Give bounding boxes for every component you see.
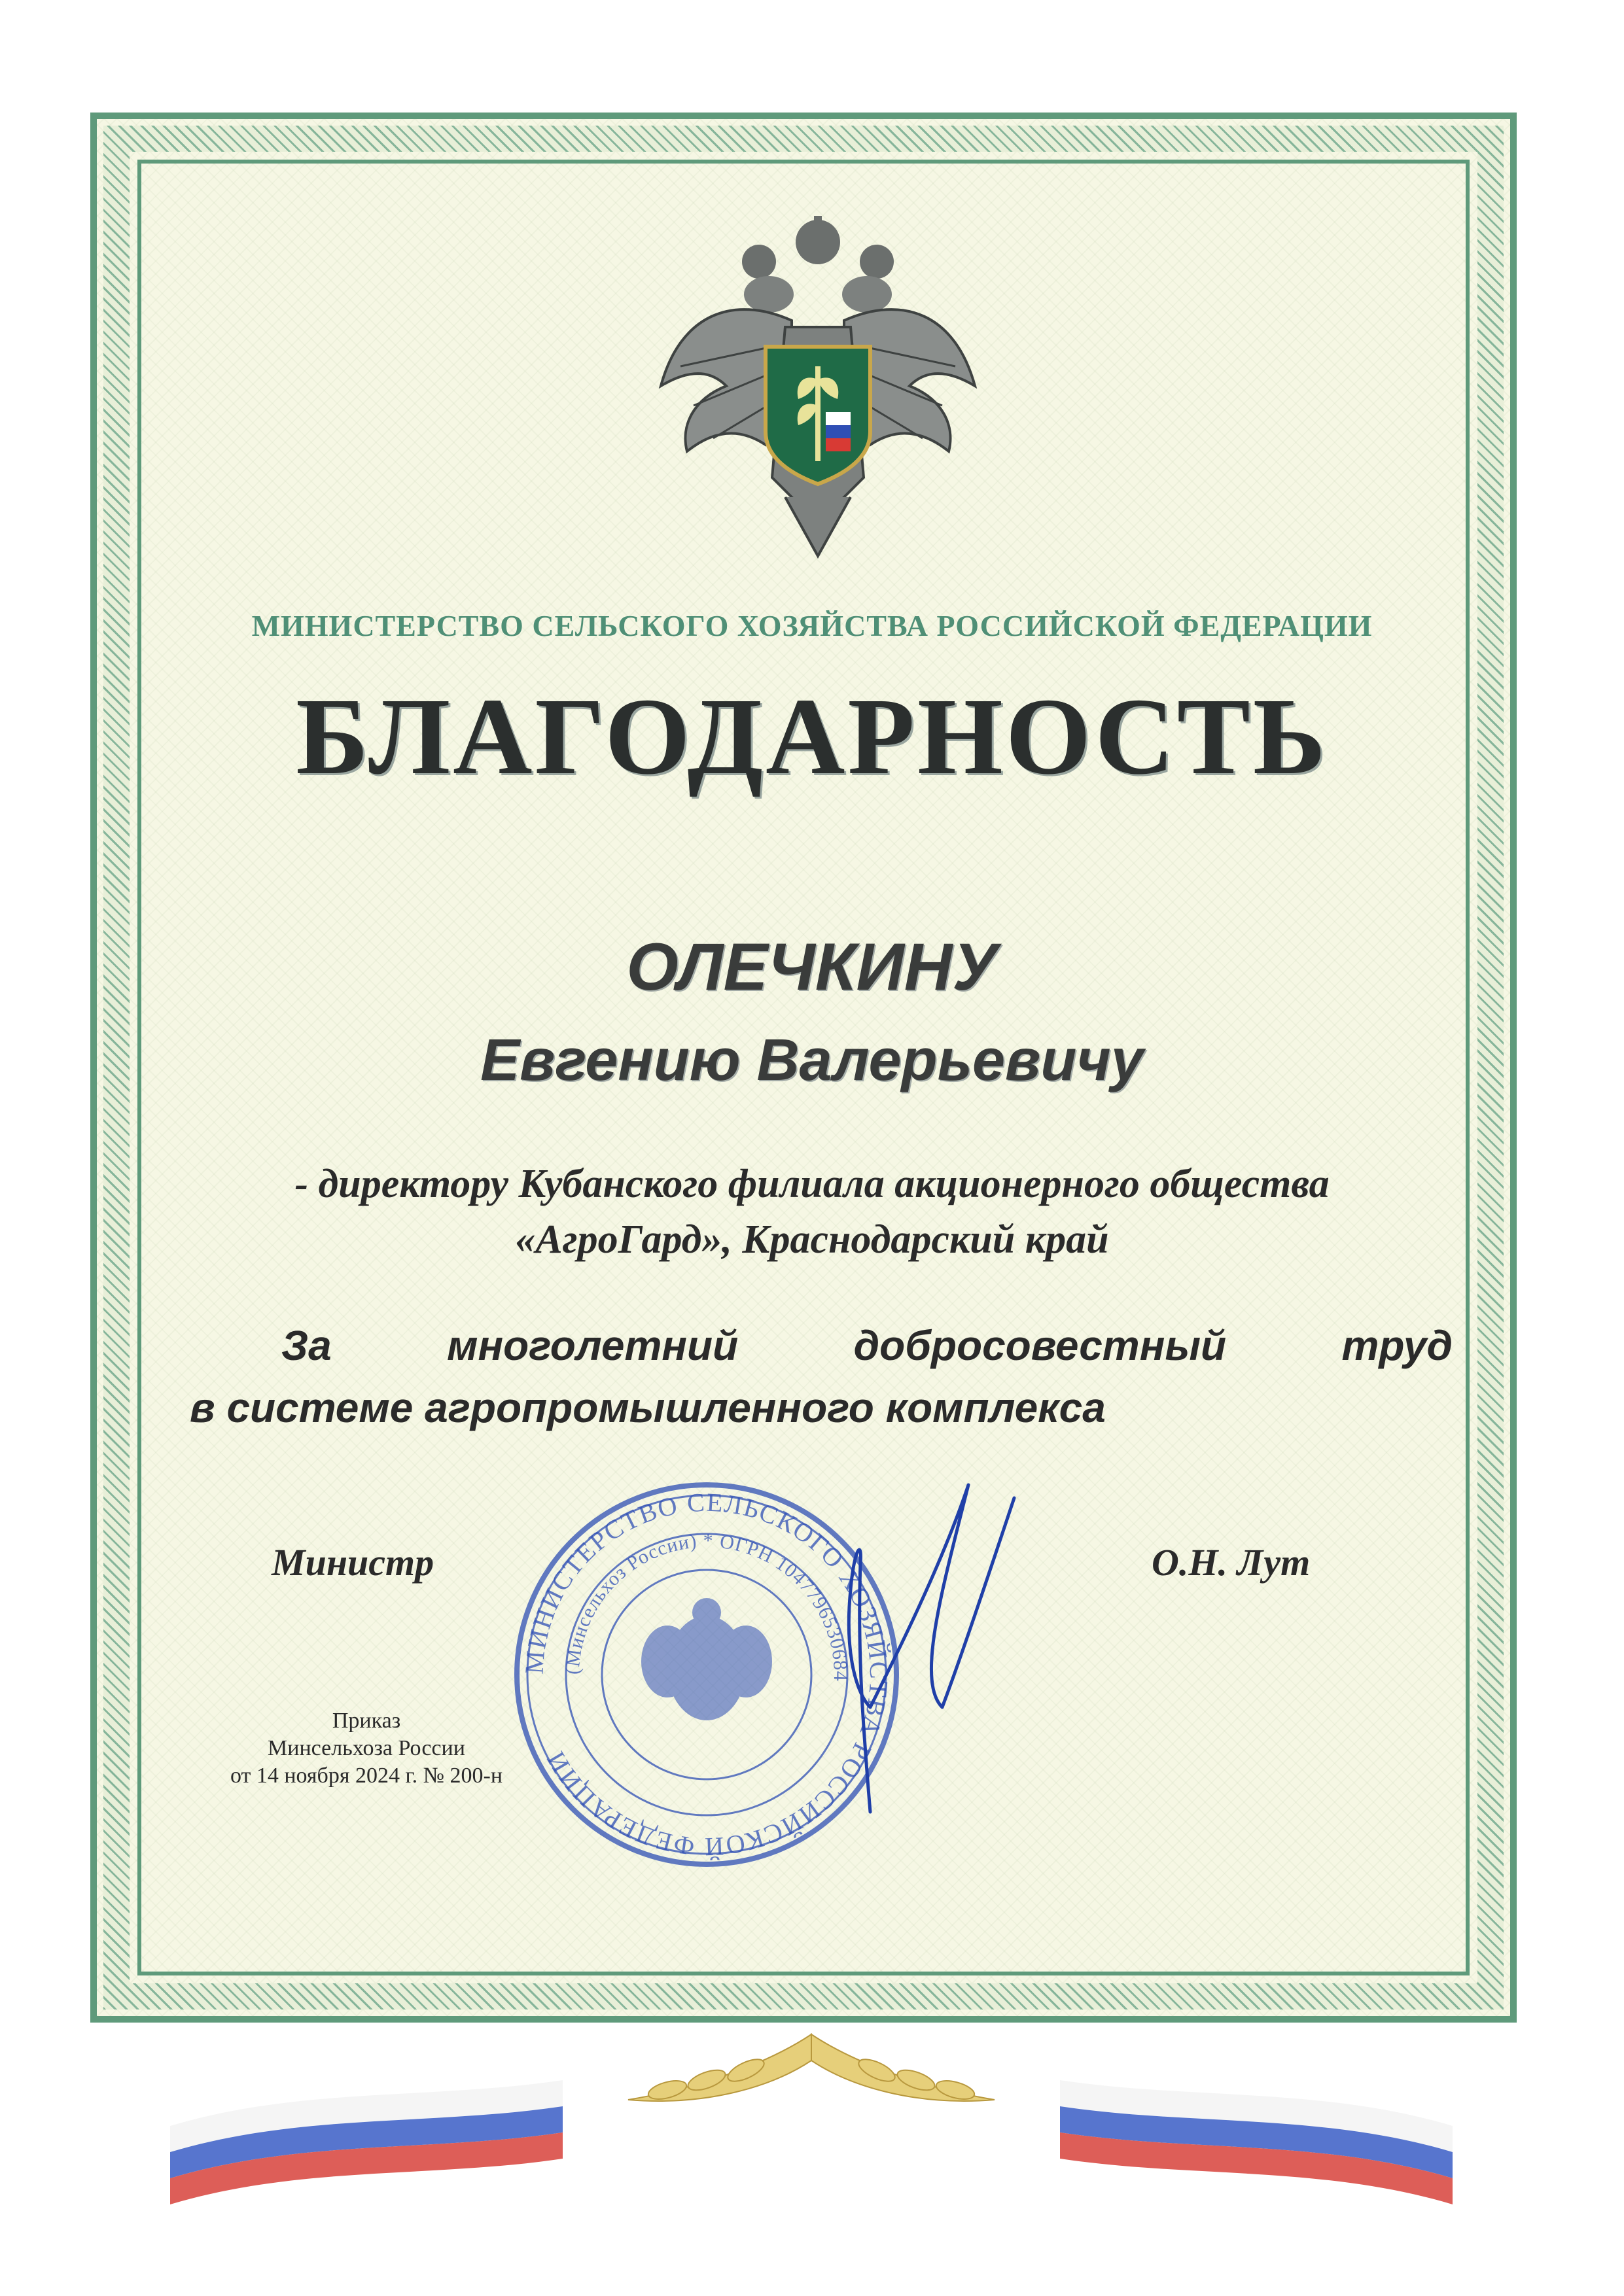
reason-word: добросовестный [853,1322,1227,1369]
reason-word: За [281,1322,332,1369]
flag-ribbon-decoration [170,2008,1453,2204]
award-reason-line-1 [281,1321,1453,1370]
ministry-emblem [654,216,981,569]
document-title: БЛАГОДАРНОСТЬ [296,676,1328,797]
minister-signature [746,1459,1034,1825]
signatory-name: О.Н. Лут [1152,1541,1311,1584]
order-line-1: Приказ [332,1709,401,1733]
stamp-outer-text: МИНИСТЕРСТВО СЕЛЬСКОГО ХОЗЯЙСТВА РОССИЙСКОЙ ФЕДЕРАЦИИ [519,1487,894,1862]
recipient-surname: ОЛЕЧКИНУ [626,930,998,1004]
recipient-position-line-2: «АгроГард», Краснодарский край [515,1217,1109,1262]
signatory-role: Министр [272,1541,434,1584]
reason-word: многолетний [447,1322,739,1369]
award-reason-line-2: в системе агропромышленного комплекса [190,1384,1106,1431]
order-reference [196,1707,537,1790]
order-line-3: от 14 ноября 2024 г. № 200-н [230,1764,503,1788]
reason-word: труд [1341,1322,1453,1369]
ministry-heading: МИНИСТЕРСТВО СЕЛЬСКОГО ХОЗЯЙСТВА РОССИЙСКОЙ ФЕДЕРАЦИИ [251,609,1373,642]
stamp-inner-text: (Минсельхоз России) * ОГРН 1047796530684 [561,1529,852,1682]
recipient-given-names: Евгению Валерьевичу [480,1028,1144,1093]
recipient-position-line-1: - директору Кубанского филиала акционерного общества [294,1162,1330,1206]
order-line-2: Минсельхоза России [268,1736,465,1760]
